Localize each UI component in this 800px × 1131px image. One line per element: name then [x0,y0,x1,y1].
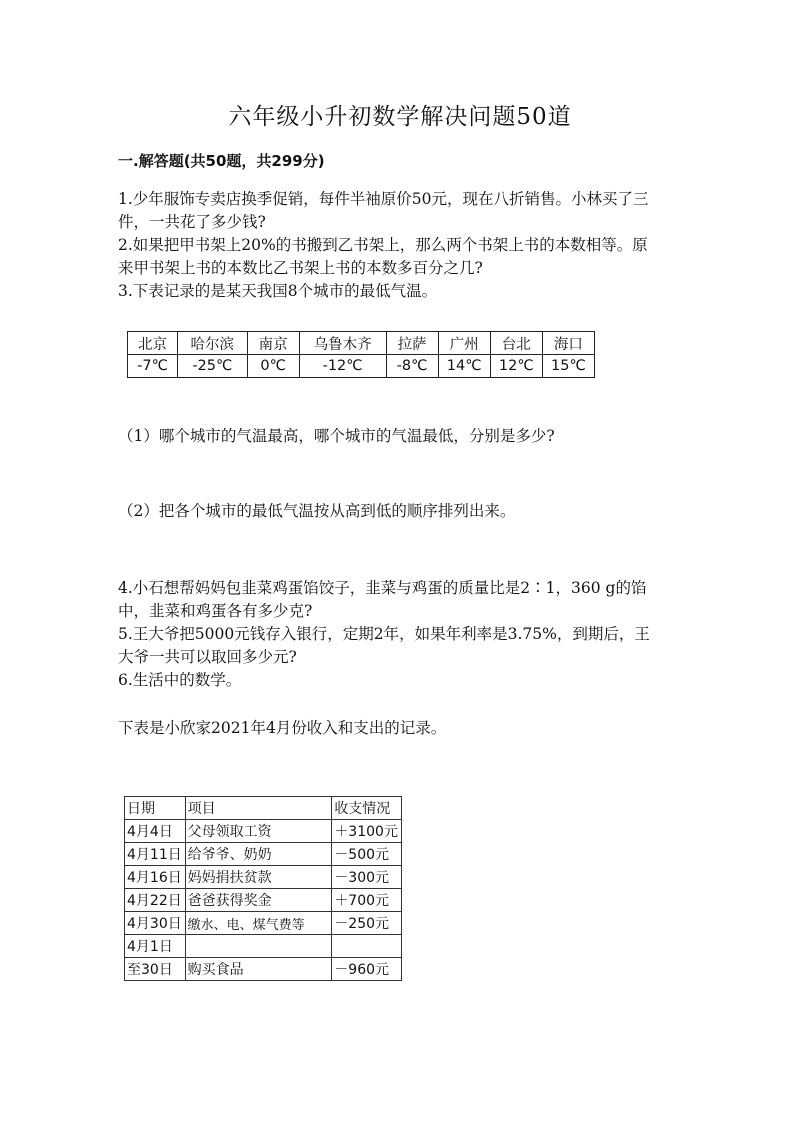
ledger-date-cell: 4月22日 [125,889,186,912]
problem-5-line-1: 5.王大爷把5000元钱存入银行，定期2年，如果年利率是3.75%，到期后，王 [118,625,650,643]
city-cell: 海口 [542,332,594,355]
ledger-amount-cell: －300元 [332,866,402,889]
ledger-header-date: 日期 [125,797,186,820]
temperature-cell: 14℃ [438,355,490,378]
problem-3-question-2: （2）把各个城市的最低气温按从高到低的顺序排列出来。 [118,502,516,520]
problem-4-line-2: 中，韭菜和鸡蛋各有多少克? [118,602,313,620]
ledger-item-cell: 父母领取工资 [185,820,332,843]
table-row [125,866,402,889]
city-cell: 广州 [438,332,490,355]
page-title: 六年级小升初数学解决问题50道 [228,104,572,130]
ledger-item-cell [185,935,332,958]
city-cell: 乌鲁木齐 [299,332,386,355]
temperature-cell: 0℃ [247,355,299,378]
problem-4-line-1: 4.小石想帮妈妈包韭菜鸡蛋馅饺子，韭菜与鸡蛋的质量比是2∶1，360 g的馅 [118,579,647,597]
city-cell: 哈尔滨 [178,332,247,355]
ledger-item-cell: 给爷爷、奶奶 [185,843,332,866]
ledger-item-cell: 妈妈捐扶贫款 [185,866,332,889]
temperature-cell: 15℃ [542,355,594,378]
city-name-row [128,332,595,355]
problem-6-line-1: 6.生活中的数学。 [118,671,242,689]
problem-3-question-1: （1）哪个城市的气温最高，哪个城市的气温最低，分别是多少? [118,427,555,445]
temperature-cell: -25℃ [178,355,247,378]
ledger-table [124,796,402,981]
table-row [125,935,402,958]
ledger-header-row [125,797,402,820]
temperature-cell: -8℃ [386,355,438,378]
ledger-amount-cell [332,935,402,958]
problem-3-line-1: 3.下表记录的是某天我国8个城市的最低气温。 [118,282,438,300]
problem-1-line-2: 件，一共花了多少钱? [118,213,266,231]
ledger-date-cell: 至30日 [125,958,186,981]
problem-5-line-2: 大爷一共可以取回多少元? [118,648,297,666]
city-temperature-table [127,331,595,378]
problem-2-line-1: 2.如果把甲书架上20%的书搬到乙书架上，那么两个书架上书的本数相等。原 [118,236,648,254]
city-cell: 台北 [490,332,542,355]
table-row [125,958,402,981]
table-row [125,912,402,935]
problem-6-intro: 下表是小欣家2021年4月份收入和支出的记录。 [118,719,447,737]
city-cell: 拉萨 [386,332,438,355]
temperature-cell: 12℃ [490,355,542,378]
city-cell: 南京 [247,332,299,355]
problem-2-line-2: 来甲书架上书的本数比乙书架上书的本数多百分之几? [118,259,483,277]
ledger-item-cell: 购买食品 [185,958,332,981]
ledger-amount-cell: －250元 [332,912,402,935]
ledger-amount-cell: ＋700元 [332,889,402,912]
ledger-amount-cell: －960元 [332,958,402,981]
ledger-header-item: 项目 [185,797,332,820]
ledger-date-cell: 4月16日 [125,866,186,889]
ledger-amount-cell: ＋3100元 [332,820,402,843]
ledger-item-cell: 缴水、电、煤气费等 [185,912,332,935]
temperature-cell: -7℃ [128,355,178,378]
problem-1-line-1: 1.少年服饰专卖店换季促销，每件半袖原价50元，现在八折销售。小林买了三 [118,190,649,208]
ledger-header-amount: 收支情况 [332,797,402,820]
ledger-date-cell: 4月30日 [125,912,186,935]
table-row [125,843,402,866]
ledger-date-cell: 4月1日 [125,935,186,958]
temperature-row [128,355,595,378]
table-row [125,889,402,912]
temperature-cell: -12℃ [299,355,386,378]
city-cell: 北京 [128,332,178,355]
table-row [125,820,402,843]
ledger-amount-cell: －500元 [332,843,402,866]
ledger-item-cell: 爸爸获得奖金 [185,889,332,912]
section-heading: 一.解答题(共50题，共299分) [118,152,325,170]
ledger-date-cell: 4月4日 [125,820,186,843]
ledger-date-cell: 4月11日 [125,843,186,866]
